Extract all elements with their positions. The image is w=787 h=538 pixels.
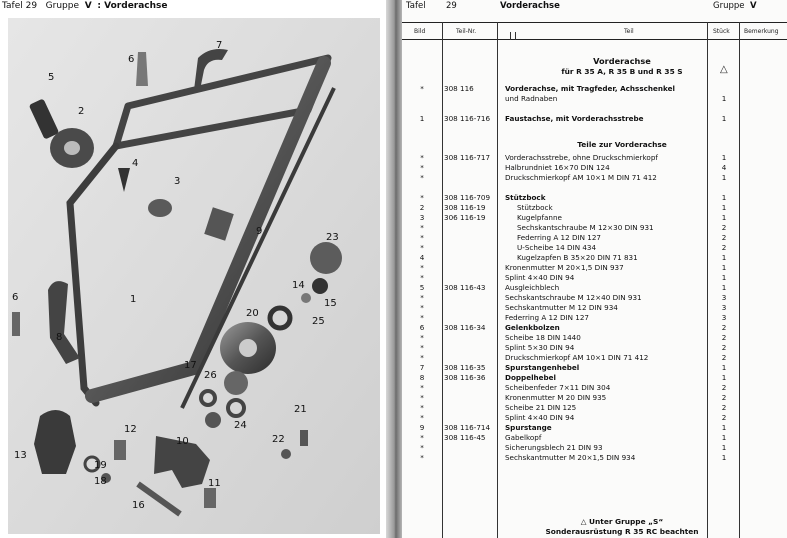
callout-number: 11 bbox=[208, 478, 221, 489]
row-bild: 5 bbox=[419, 283, 425, 292]
row-quantity: 1 bbox=[721, 253, 727, 262]
row-bild: * bbox=[420, 333, 424, 342]
parts-row bbox=[402, 163, 787, 173]
row-bild: * bbox=[420, 303, 424, 312]
callout-number: 5 bbox=[48, 72, 55, 83]
row-bild: * bbox=[420, 233, 424, 242]
left-tafel: Tafel 29 bbox=[2, 1, 38, 11]
callout-number: 3 bbox=[174, 176, 181, 187]
hub-26 bbox=[224, 371, 248, 395]
row-part-name: Kronenmutter M 20×1,5 DIN 937 bbox=[505, 263, 624, 272]
row-part-name: Scheibe 18 DIN 1440 bbox=[505, 333, 581, 342]
right-gruppe: Gruppe bbox=[713, 1, 745, 11]
row-bild: 9 bbox=[419, 423, 425, 432]
row-quantity: 1 bbox=[721, 453, 727, 462]
row-part-name: Scheibenfeder 7×11 DIN 304 bbox=[505, 383, 611, 392]
row-bild: * bbox=[420, 263, 424, 272]
row-quantity: 1 bbox=[721, 173, 727, 182]
row-quantity: 1 bbox=[721, 94, 727, 103]
bushing-11 bbox=[204, 488, 216, 508]
callout-number: 6 bbox=[12, 292, 19, 303]
section-subtitle: für R 35 A, R 35 B und R 35 S bbox=[561, 67, 683, 76]
row-quantity: 1 bbox=[721, 423, 727, 432]
parts-row bbox=[402, 203, 787, 213]
row-bild: * bbox=[420, 433, 424, 442]
row-quantity: 2 bbox=[721, 333, 727, 342]
callout-number: 15 bbox=[324, 298, 337, 309]
row-part-number: 308 116-714 bbox=[444, 423, 491, 432]
row-part-name: Splint 4×40 DIN 94 bbox=[505, 413, 575, 422]
footer-note-2: Sonderausrüstung R 35 RC beachten bbox=[545, 527, 699, 536]
callout-number: 1 bbox=[130, 294, 137, 305]
row-part-name: Sicherungsblech 21 DIN 93 bbox=[505, 443, 603, 452]
column-tick bbox=[515, 32, 516, 40]
row-part-name: Druckschmierkopf AM 10×1 DIN 71 412 bbox=[505, 353, 649, 362]
nut-15 bbox=[312, 278, 328, 294]
row-part-name: und Radnaben bbox=[505, 94, 558, 103]
subsection-title: Teile zur Vorderachse bbox=[577, 140, 667, 149]
pin-6 bbox=[12, 312, 20, 336]
parts-row bbox=[402, 373, 787, 383]
row-part-name: Federring A 12 DIN 127 bbox=[505, 313, 589, 322]
left-page-header bbox=[2, 1, 168, 11]
parts-row bbox=[402, 213, 787, 223]
row-bild: * bbox=[420, 153, 424, 162]
parts-photo bbox=[8, 18, 380, 534]
row-bild: * bbox=[420, 393, 424, 402]
row-part-name: Kugelpfanne bbox=[517, 213, 562, 222]
row-quantity: 4 bbox=[721, 163, 727, 172]
row-bild: * bbox=[420, 84, 424, 93]
row-part-name: Kugelzapfen B 35×20 DIN 71 831 bbox=[517, 253, 638, 262]
left-group-letter: V bbox=[84, 1, 92, 11]
row-part-number: 308 116-716 bbox=[444, 114, 491, 123]
row-quantity: 1 bbox=[721, 203, 727, 212]
row-bild: * bbox=[420, 293, 424, 302]
col-bild: Bild bbox=[414, 28, 426, 35]
row-quantity: 2 bbox=[721, 343, 727, 352]
parts-row bbox=[402, 253, 787, 263]
row-part-name: Federring A 12 DIN 127 bbox=[517, 233, 601, 242]
callout-number: 4 bbox=[132, 158, 139, 169]
washer-14 bbox=[301, 293, 311, 303]
column-tick bbox=[510, 32, 511, 40]
row-part-name: Vorderachse, mit Tragfeder, Achsschenkel bbox=[505, 84, 675, 93]
parts-row bbox=[402, 283, 787, 293]
parts-row bbox=[402, 233, 787, 243]
parts-row bbox=[402, 453, 787, 463]
bushing-12 bbox=[114, 440, 126, 460]
left-page bbox=[0, 0, 388, 538]
row-part-number: 308 116-34 bbox=[444, 323, 486, 332]
row-quantity: 2 bbox=[721, 393, 727, 402]
callout-number: 22 bbox=[272, 434, 285, 445]
row-part-name: Spurstange bbox=[505, 423, 552, 432]
row-bild: * bbox=[420, 453, 424, 462]
row-quantity: 1 bbox=[721, 373, 727, 382]
row-part-name: Sechskantschraube M 12×40 DIN 931 bbox=[505, 293, 642, 302]
row-part-name: Spurstangenhebel bbox=[505, 363, 580, 372]
special-equipment-symbol: △ bbox=[720, 64, 728, 75]
row-quantity: 1 bbox=[721, 213, 727, 222]
row-quantity: 3 bbox=[721, 293, 727, 302]
parts-row bbox=[402, 383, 787, 393]
row-quantity: 1 bbox=[721, 263, 727, 272]
callout-number: 25 bbox=[312, 316, 325, 327]
row-bild: * bbox=[420, 193, 424, 202]
right-page bbox=[402, 0, 787, 538]
callout-number: 8 bbox=[56, 332, 63, 343]
section-title: Vorderachse bbox=[593, 56, 651, 66]
row-part-name: Doppelhebel bbox=[505, 373, 557, 382]
parts-row bbox=[402, 94, 787, 104]
row-bild: 8 bbox=[419, 373, 425, 382]
left-gruppe: Gruppe bbox=[45, 1, 79, 11]
right-page-header bbox=[402, 0, 787, 14]
row-part-name: Stützbock bbox=[505, 193, 546, 202]
callout-number: 14 bbox=[292, 280, 305, 291]
footer-note-1: △ Unter Gruppe „S“ bbox=[580, 517, 664, 526]
row-quantity: 1 bbox=[721, 153, 727, 162]
callout-number: 19 bbox=[94, 460, 107, 471]
row-part-name: Sechskantmutter M 12 DIN 934 bbox=[505, 303, 618, 312]
ring-20b bbox=[205, 412, 221, 428]
row-bild: * bbox=[420, 173, 424, 182]
row-bild: * bbox=[420, 243, 424, 252]
parts-row bbox=[402, 313, 787, 323]
row-part-name: Faustachse, mit Vorderachsstrebe bbox=[505, 114, 644, 123]
row-part-name: Druckschmierkopf AM 10×1 M DIN 71 412 bbox=[505, 173, 657, 182]
row-bild: 6 bbox=[419, 323, 425, 332]
row-bild: 4 bbox=[419, 253, 425, 262]
parts-row bbox=[402, 303, 787, 313]
row-part-number: 308 116-35 bbox=[444, 363, 486, 372]
row-bild: * bbox=[420, 383, 424, 392]
row-quantity: 2 bbox=[721, 413, 727, 422]
row-part-number: 308 116-717 bbox=[444, 153, 491, 162]
row-part-name: Ausgleichblech bbox=[505, 283, 560, 292]
parts-row bbox=[402, 413, 787, 423]
row-part-name: Splint 5×30 DIN 94 bbox=[505, 343, 575, 352]
row-part-name: Stützbock bbox=[517, 203, 553, 212]
right-tafel-no: 29 bbox=[446, 1, 457, 11]
row-quantity: 2 bbox=[721, 403, 727, 412]
row-bild: 2 bbox=[419, 203, 425, 212]
parts-row bbox=[402, 173, 787, 183]
row-quantity: 1 bbox=[721, 114, 727, 123]
row-bild: * bbox=[420, 273, 424, 282]
callout-number: 16 bbox=[132, 500, 145, 511]
row-part-number: 308 116-709 bbox=[444, 193, 491, 202]
row-quantity: 1 bbox=[721, 273, 727, 282]
parts-row bbox=[402, 433, 787, 443]
row-quantity: 2 bbox=[721, 323, 727, 332]
row-part-name: Halbrundniet 16×70 DIN 124 bbox=[505, 163, 610, 172]
ball-socket bbox=[148, 199, 172, 217]
row-quantity: 2 bbox=[721, 243, 727, 252]
right-tafel: Tafel bbox=[406, 1, 426, 11]
row-part-number: 308 116-19 bbox=[444, 203, 486, 212]
row-part-number: 308 116-43 bbox=[444, 283, 486, 292]
screw-21 bbox=[300, 430, 308, 446]
parts-row bbox=[402, 193, 787, 203]
row-part-name: Kronenmutter M 20 DIN 935 bbox=[505, 393, 607, 402]
callout-number: 2 bbox=[78, 106, 85, 117]
right-title: Vorderachse bbox=[500, 1, 560, 11]
row-quantity: 1 bbox=[721, 193, 727, 202]
callout-number: 18 bbox=[94, 476, 107, 487]
row-part-name: Vorderachsstrebe, ohne Druckschmierkopf bbox=[505, 153, 658, 162]
parts-row bbox=[402, 114, 787, 124]
parts-row bbox=[402, 353, 787, 363]
col-bemerkung: Bemerkung bbox=[744, 28, 779, 35]
parts-row bbox=[402, 403, 787, 413]
callout-number: 10 bbox=[176, 436, 189, 447]
row-part-number: 308 116 bbox=[444, 84, 474, 93]
row-part-number: 308 116-45 bbox=[444, 433, 486, 442]
parts-row bbox=[402, 84, 787, 94]
row-quantity: 1 bbox=[721, 283, 727, 292]
row-part-name: Gabelkopf bbox=[505, 433, 542, 442]
callout-number: 20 bbox=[246, 308, 259, 319]
parts-row bbox=[402, 153, 787, 163]
row-bild: * bbox=[420, 403, 424, 412]
parts-row bbox=[402, 293, 787, 303]
row-part-name: Splint 4×40 DIN 94 bbox=[505, 273, 575, 282]
row-bild: * bbox=[420, 163, 424, 172]
kingpin bbox=[136, 52, 148, 86]
row-part-name: Gelenkbolzen bbox=[505, 323, 560, 332]
row-bild: * bbox=[420, 413, 424, 422]
row-part-name: Sechskantmutter M 20×1,5 DIN 934 bbox=[505, 453, 636, 462]
parts-row bbox=[402, 263, 787, 273]
row-bild: 1 bbox=[419, 114, 425, 123]
callout-number: 12 bbox=[124, 424, 137, 435]
row-quantity: 1 bbox=[721, 433, 727, 442]
row-part-name: U-Scheibe 14 DIN 434 bbox=[517, 243, 597, 252]
row-bild: * bbox=[420, 223, 424, 232]
col-teil-nr: Teil-Nr. bbox=[456, 28, 477, 35]
row-bild: * bbox=[420, 343, 424, 352]
parts-row bbox=[402, 363, 787, 373]
parts-row bbox=[402, 323, 787, 333]
row-bild: * bbox=[420, 443, 424, 452]
parts-row bbox=[402, 343, 787, 353]
col-stueck: Stück bbox=[713, 28, 730, 35]
row-bild: * bbox=[420, 313, 424, 322]
row-quantity: 2 bbox=[721, 223, 727, 232]
parts-row bbox=[402, 223, 787, 233]
column-header-row bbox=[402, 22, 787, 40]
exploded-axle-illustration bbox=[8, 18, 380, 534]
row-bild: * bbox=[420, 353, 424, 362]
row-quantity: 3 bbox=[721, 303, 727, 312]
row-bild: 3 bbox=[419, 213, 425, 222]
left-title: : Vorderachse bbox=[97, 1, 168, 11]
callout-number: 7 bbox=[216, 40, 223, 51]
row-part-name: Scheibe 21 DIN 125 bbox=[505, 403, 577, 412]
row-quantity: 1 bbox=[721, 443, 727, 452]
row-part-number: 306 116-19 bbox=[444, 213, 486, 222]
callout-number: 24 bbox=[234, 420, 247, 431]
col-teil: Teil bbox=[624, 28, 634, 35]
callout-number: 21 bbox=[294, 404, 307, 415]
row-bild: 7 bbox=[419, 363, 425, 372]
parts-row bbox=[402, 423, 787, 433]
parts-row bbox=[402, 273, 787, 283]
row-quantity: 2 bbox=[721, 233, 727, 242]
parts-row bbox=[402, 443, 787, 453]
parts-row bbox=[402, 333, 787, 343]
callout-number: 13 bbox=[14, 450, 27, 461]
row-quantity: 3 bbox=[721, 313, 727, 322]
callout-number: 6 bbox=[128, 54, 135, 65]
row-quantity: 1 bbox=[721, 363, 727, 372]
hub-cap bbox=[310, 242, 342, 274]
callout-number: 23 bbox=[326, 232, 339, 243]
parts-row bbox=[402, 243, 787, 253]
parts-row bbox=[402, 393, 787, 403]
callout-number: 26 bbox=[204, 370, 217, 381]
callout-number: 17 bbox=[184, 360, 197, 371]
row-quantity: 2 bbox=[721, 353, 727, 362]
right-group-letter: V bbox=[750, 1, 757, 11]
callout-number: 9 bbox=[256, 226, 263, 237]
row-part-name: Sechskantschraube M 12×30 DIN 931 bbox=[517, 223, 654, 232]
row-part-number: 308 116-36 bbox=[444, 373, 486, 382]
row-quantity: 2 bbox=[721, 383, 727, 392]
nut-22 bbox=[281, 449, 291, 459]
